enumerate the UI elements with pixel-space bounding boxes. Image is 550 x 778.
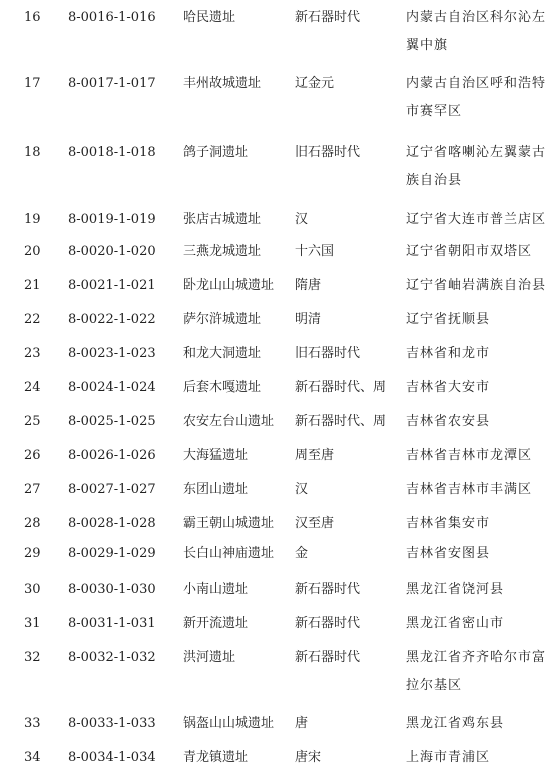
site-era: 周至唐 <box>295 448 335 463</box>
site-name: 哈民遗址 <box>183 10 236 25</box>
site-code: 8-0033-1-033 <box>68 716 156 731</box>
site-code: 8-0028-1-028 <box>68 516 156 531</box>
row-number: 18 <box>24 145 41 160</box>
row-number: 32 <box>24 650 41 665</box>
site-name: 卧龙山山城遗址 <box>183 278 275 293</box>
site-location: 吉林省吉林市丰满区 <box>406 482 533 497</box>
site-name: 萨尔浒城遗址 <box>183 312 262 327</box>
row-number: 23 <box>24 346 41 361</box>
site-era: 新石器时代 <box>295 616 361 631</box>
row-number: 16 <box>24 10 41 25</box>
row-number: 21 <box>24 278 41 293</box>
row-number: 33 <box>24 716 41 731</box>
site-location: 黑龙江省密山市 <box>406 616 505 631</box>
site-code: 8-0030-1-030 <box>68 582 156 597</box>
site-location: 吉林省和龙市 <box>406 346 491 361</box>
site-name: 长白山神庙遗址 <box>183 546 275 561</box>
row-number: 25 <box>24 414 41 429</box>
site-location: 吉林省大安市 <box>406 380 491 395</box>
site-location: 辽宁省大连市普兰店区 <box>406 212 547 227</box>
site-location: 吉林省安图县 <box>406 546 491 561</box>
site-name: 小南山遗址 <box>183 582 249 597</box>
row-number: 24 <box>24 380 41 395</box>
site-era: 金 <box>295 546 309 561</box>
row-number: 34 <box>24 750 41 765</box>
site-era: 汉 <box>295 482 309 497</box>
site-era: 新石器时代、周 <box>295 414 387 429</box>
row-number: 31 <box>24 616 41 631</box>
site-name: 青龙镇遗址 <box>183 750 249 765</box>
site-code: 8-0027-1-027 <box>68 482 156 497</box>
site-name: 三燕龙城遗址 <box>183 244 262 259</box>
site-era: 汉至唐 <box>295 516 335 531</box>
site-name: 东团山遗址 <box>183 482 249 497</box>
site-location: 辽宁省岫岩满族自治县 <box>406 278 547 293</box>
site-code: 8-0029-1-029 <box>68 546 156 561</box>
site-era: 十六国 <box>295 244 335 259</box>
site-era: 唐 <box>295 716 309 731</box>
site-code: 8-0018-1-018 <box>68 145 156 160</box>
site-location: 辽宁省朝阳市双塔区 <box>406 244 533 259</box>
site-name: 新开流遗址 <box>183 616 249 631</box>
site-name: 张店古城遗址 <box>183 212 262 227</box>
site-name: 丰州故城遗址 <box>183 76 262 91</box>
site-location: 吉林省集安市 <box>406 516 491 531</box>
row-number: 19 <box>24 212 41 227</box>
site-name: 和龙大洞遗址 <box>183 346 262 361</box>
site-era: 明清 <box>295 312 322 327</box>
site-code: 8-0032-1-032 <box>68 650 156 665</box>
site-code: 8-0024-1-024 <box>68 380 156 395</box>
site-location: 黑龙江省鸡东县 <box>406 716 505 731</box>
site-location: 吉林省农安县 <box>406 414 491 429</box>
site-location: 上海市青浦区 <box>406 750 491 765</box>
row-number: 17 <box>24 76 41 91</box>
site-name: 洪河遗址 <box>183 650 236 665</box>
site-name: 后套木嘎遗址 <box>183 380 262 395</box>
site-location: 内蒙古自治区呼和浩特市赛罕区 <box>406 76 547 119</box>
site-era: 辽金元 <box>295 76 335 91</box>
site-era: 唐宋 <box>295 750 322 765</box>
row-number: 20 <box>24 244 41 259</box>
site-location: 黑龙江省齐齐哈尔市富拉尔基区 <box>406 650 547 693</box>
site-code: 8-0026-1-026 <box>68 448 156 463</box>
site-code: 8-0016-1-016 <box>68 10 156 25</box>
site-era: 旧石器时代 <box>295 145 361 160</box>
site-name: 大海猛遗址 <box>183 448 249 463</box>
site-code: 8-0017-1-017 <box>68 76 156 91</box>
site-era: 新石器时代 <box>295 650 361 665</box>
row-number: 29 <box>24 546 41 561</box>
site-name: 农安左台山遗址 <box>183 414 275 429</box>
site-code: 8-0020-1-020 <box>68 244 156 259</box>
site-location: 辽宁省抚顺县 <box>406 312 491 327</box>
site-era: 新石器时代 <box>295 10 361 25</box>
site-code: 8-0021-1-021 <box>68 278 156 293</box>
row-number: 28 <box>24 516 41 531</box>
site-location: 吉林省吉林市龙潭区 <box>406 448 533 463</box>
row-number: 27 <box>24 482 41 497</box>
row-number: 30 <box>24 582 41 597</box>
site-code: 8-0019-1-019 <box>68 212 156 227</box>
site-code: 8-0025-1-025 <box>68 414 156 429</box>
row-number: 22 <box>24 312 41 327</box>
site-era: 新石器时代、周 <box>295 380 387 395</box>
site-era: 旧石器时代 <box>295 346 361 361</box>
site-name: 霸王朝山城遗址 <box>183 516 275 531</box>
site-name: 鸽子洞遗址 <box>183 145 249 160</box>
row-number: 26 <box>24 448 41 463</box>
site-code: 8-0031-1-031 <box>68 616 156 631</box>
site-code: 8-0022-1-022 <box>68 312 156 327</box>
site-era: 汉 <box>295 212 309 227</box>
site-location: 辽宁省喀喇沁左翼蒙古族自治县 <box>406 145 547 188</box>
site-code: 8-0023-1-023 <box>68 346 156 361</box>
site-location: 黑龙江省饶河县 <box>406 582 505 597</box>
site-location: 内蒙古自治区科尔沁左翼中旗 <box>406 10 547 53</box>
site-name: 锅盔山山城遗址 <box>183 716 275 731</box>
site-era: 新石器时代 <box>295 582 361 597</box>
site-era: 隋唐 <box>295 278 322 293</box>
site-code: 8-0034-1-034 <box>68 750 156 765</box>
